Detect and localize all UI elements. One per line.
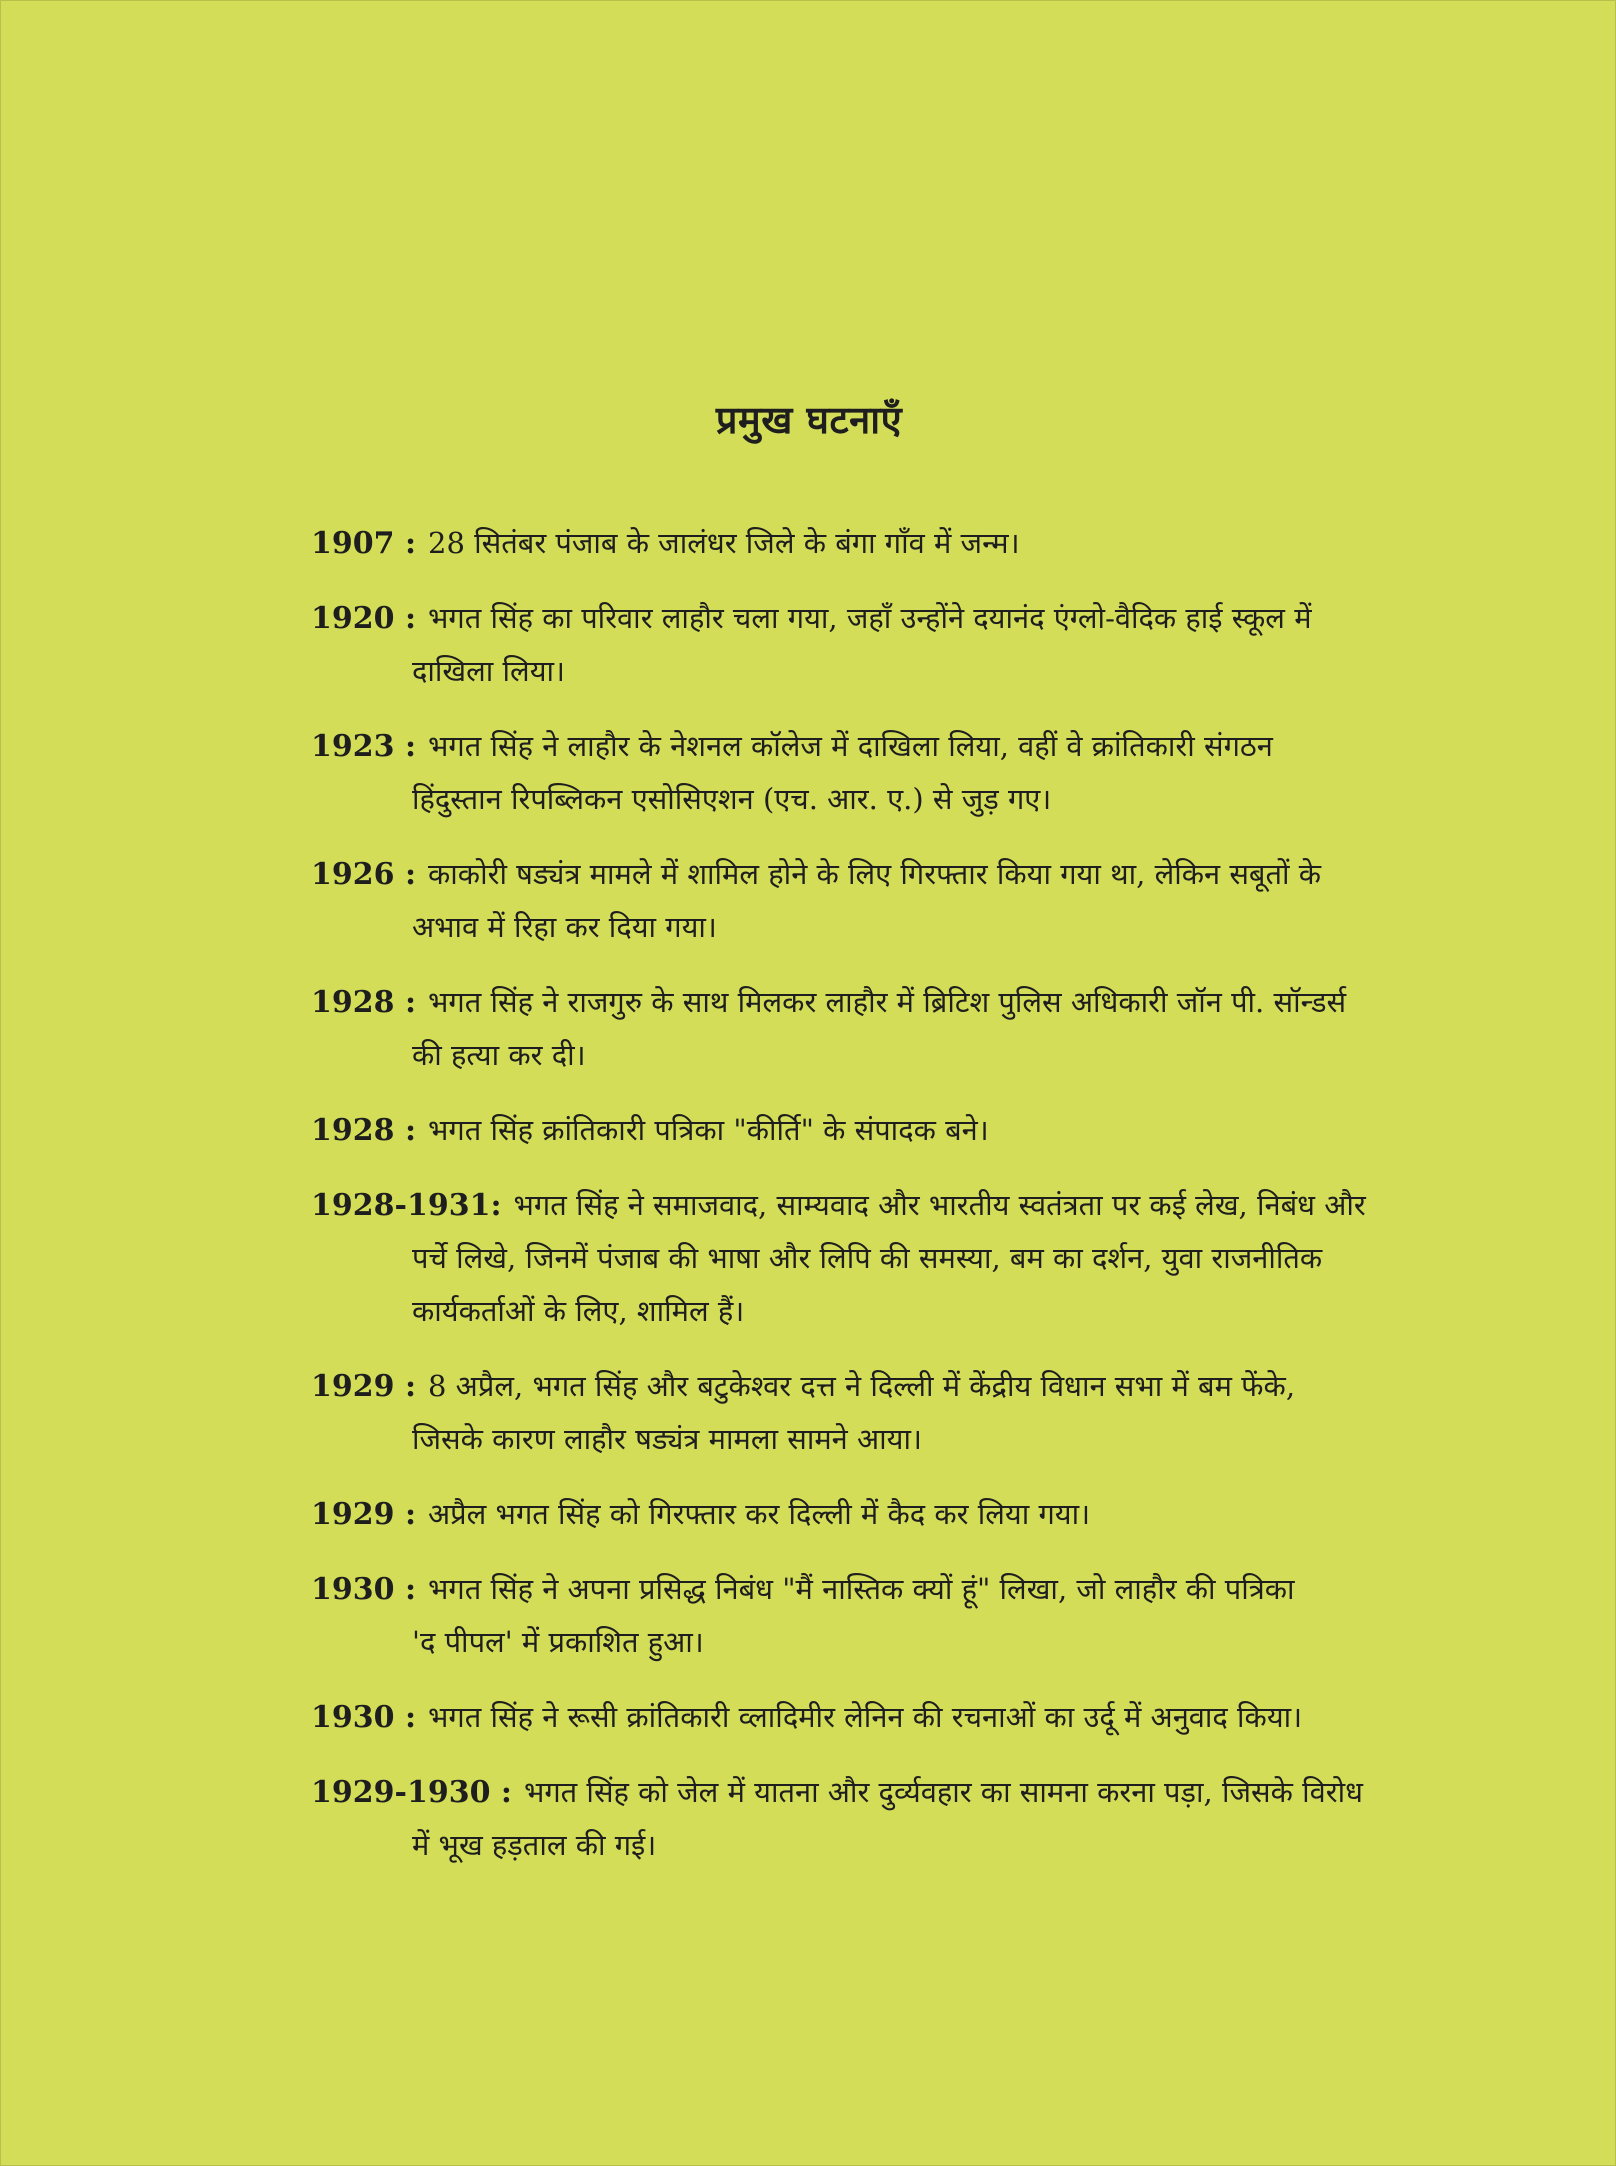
event-year: 1926 : — [311, 857, 417, 892]
event-year: 1930 : — [311, 1700, 417, 1735]
event-text: भगत सिंह क्रांतिकारी पत्रिका "कीर्ति" के संपादक बने। — [428, 1113, 989, 1147]
event-year: 1928 : — [311, 1113, 417, 1148]
event-text-continuation: पर्चे लिखे, जिनमें पंजाब की भाषा और लिपि की समस्या, बम का दर्शन, युवा राजनीतिक — [412, 1241, 1323, 1275]
event-text: भगत सिंह ने राजगुरु के साथ मिलकर लाहौर में ब्रिटिश पुलिस अधिकारी जॉन पी. सॉन्डर्स — [428, 985, 1347, 1019]
event-item — [311, 1179, 1366, 1338]
event-text-continuation: दाखिला लिया। — [412, 654, 566, 688]
page-title: प्रमुख घटनाएँ — [715, 397, 903, 442]
event-first-line — [311, 720, 1311, 773]
event-text: भगत सिंह ने लाहौर के नेशनल कॉलेज में दाखिला लिया, वहीं वे क्रांतिकारी संगठन — [428, 729, 1273, 763]
event-year: 1923 : — [311, 729, 417, 764]
event-item — [311, 976, 1347, 1082]
event-first-line — [311, 1691, 1311, 1744]
event-year: 1928-1931: — [311, 1188, 502, 1223]
event-first-line — [311, 1104, 1311, 1157]
event-first-line — [311, 976, 1347, 1029]
event-year: 1907 : — [311, 526, 417, 561]
event-item — [311, 848, 1322, 954]
event-first-line — [311, 1179, 1366, 1232]
event-text-continuation: में भूख हड़ताल की गई। — [412, 1828, 657, 1862]
event-item — [311, 720, 1311, 826]
event-item — [311, 1360, 1311, 1466]
event-item — [311, 1563, 1311, 1669]
event-text-continuation: 'द पीपल' में प्रकाशित हुआ। — [412, 1625, 704, 1659]
event-item — [311, 1104, 1311, 1157]
event-text-continuation: की हत्या कर दी। — [412, 1038, 586, 1072]
event-text: भगत सिंह का परिवार लाहौर चला गया, जहाँ उन्होंने दयानंद एंग्लो-वैदिक हाई स्कूल में — [428, 601, 1312, 635]
event-text-continuation: अभाव में रिहा कर दिया गया। — [412, 910, 717, 944]
event-item — [311, 1691, 1311, 1744]
event-year: 1920 : — [311, 601, 417, 636]
events-list — [311, 517, 1366, 1894]
event-text: भगत सिंह ने रूसी क्रांतिकारी व्लादिमीर लेनिन की रचनाओं का उर्दू में अनुवाद किया। — [428, 1700, 1303, 1734]
event-year: 1930 : — [311, 1572, 417, 1607]
event-first-line — [311, 1360, 1311, 1413]
event-item — [311, 1488, 1311, 1541]
event-year: 1928 : — [311, 985, 417, 1020]
event-first-line — [311, 517, 1311, 570]
event-text: अप्रैल भगत सिंह को गिरफ्तार कर दिल्ली में कैद कर लिया गया। — [428, 1497, 1091, 1531]
event-first-line — [311, 1488, 1311, 1541]
event-year: 1929 : — [311, 1369, 417, 1404]
event-first-line — [311, 848, 1322, 901]
event-first-line — [311, 1563, 1311, 1616]
event-year: 1929-1930 : — [311, 1775, 512, 1810]
event-text: भगत सिंह को जेल में यातना और दुर्व्यवहार का सामना करना पड़ा, जिसके विरोध — [523, 1775, 1363, 1809]
event-first-line — [311, 592, 1311, 645]
event-text: काकोरी षड्यंत्र मामले में शामिल होने के लिए गिरफ्तार किया गया था, लेकिन सबूतों के — [428, 857, 1322, 891]
event-text-continuation: कार्यकर्ताओं के लिए, शामिल हैं। — [412, 1294, 745, 1328]
event-item — [311, 592, 1311, 698]
event-text-continuation: जिसके कारण लाहौर षड्यंत्र मामला सामने आया। — [412, 1422, 922, 1456]
event-first-line — [311, 1766, 1363, 1819]
event-text-continuation: हिंदुस्तान रिपब्लिकन एसोसिएशन (एच. आर. ए.) से जुड़ गए। — [412, 782, 1052, 816]
event-item — [311, 517, 1311, 570]
event-item — [311, 1766, 1363, 1872]
event-text: 8 अप्रैल, भगत सिंह और बटुकेश्वर दत्त ने दिल्ली में केंद्रीय विधान सभा में बम फेंके, — [428, 1369, 1296, 1403]
event-text: 28 सितंबर पंजाब के जालंधर जिले के बंगा गाँव में जन्म। — [428, 526, 1020, 560]
event-text: भगत सिंह ने समाजवाद, साम्यवाद और भारतीय स्वतंत्रता पर कई लेख, निबंध और — [513, 1188, 1366, 1222]
event-year: 1929 : — [311, 1497, 417, 1532]
event-text: भगत सिंह ने अपना प्रसिद्ध निबंध "मैं नास्तिक क्यों हूं" लिखा, जो लाहौर की पत्रिका — [428, 1572, 1295, 1606]
